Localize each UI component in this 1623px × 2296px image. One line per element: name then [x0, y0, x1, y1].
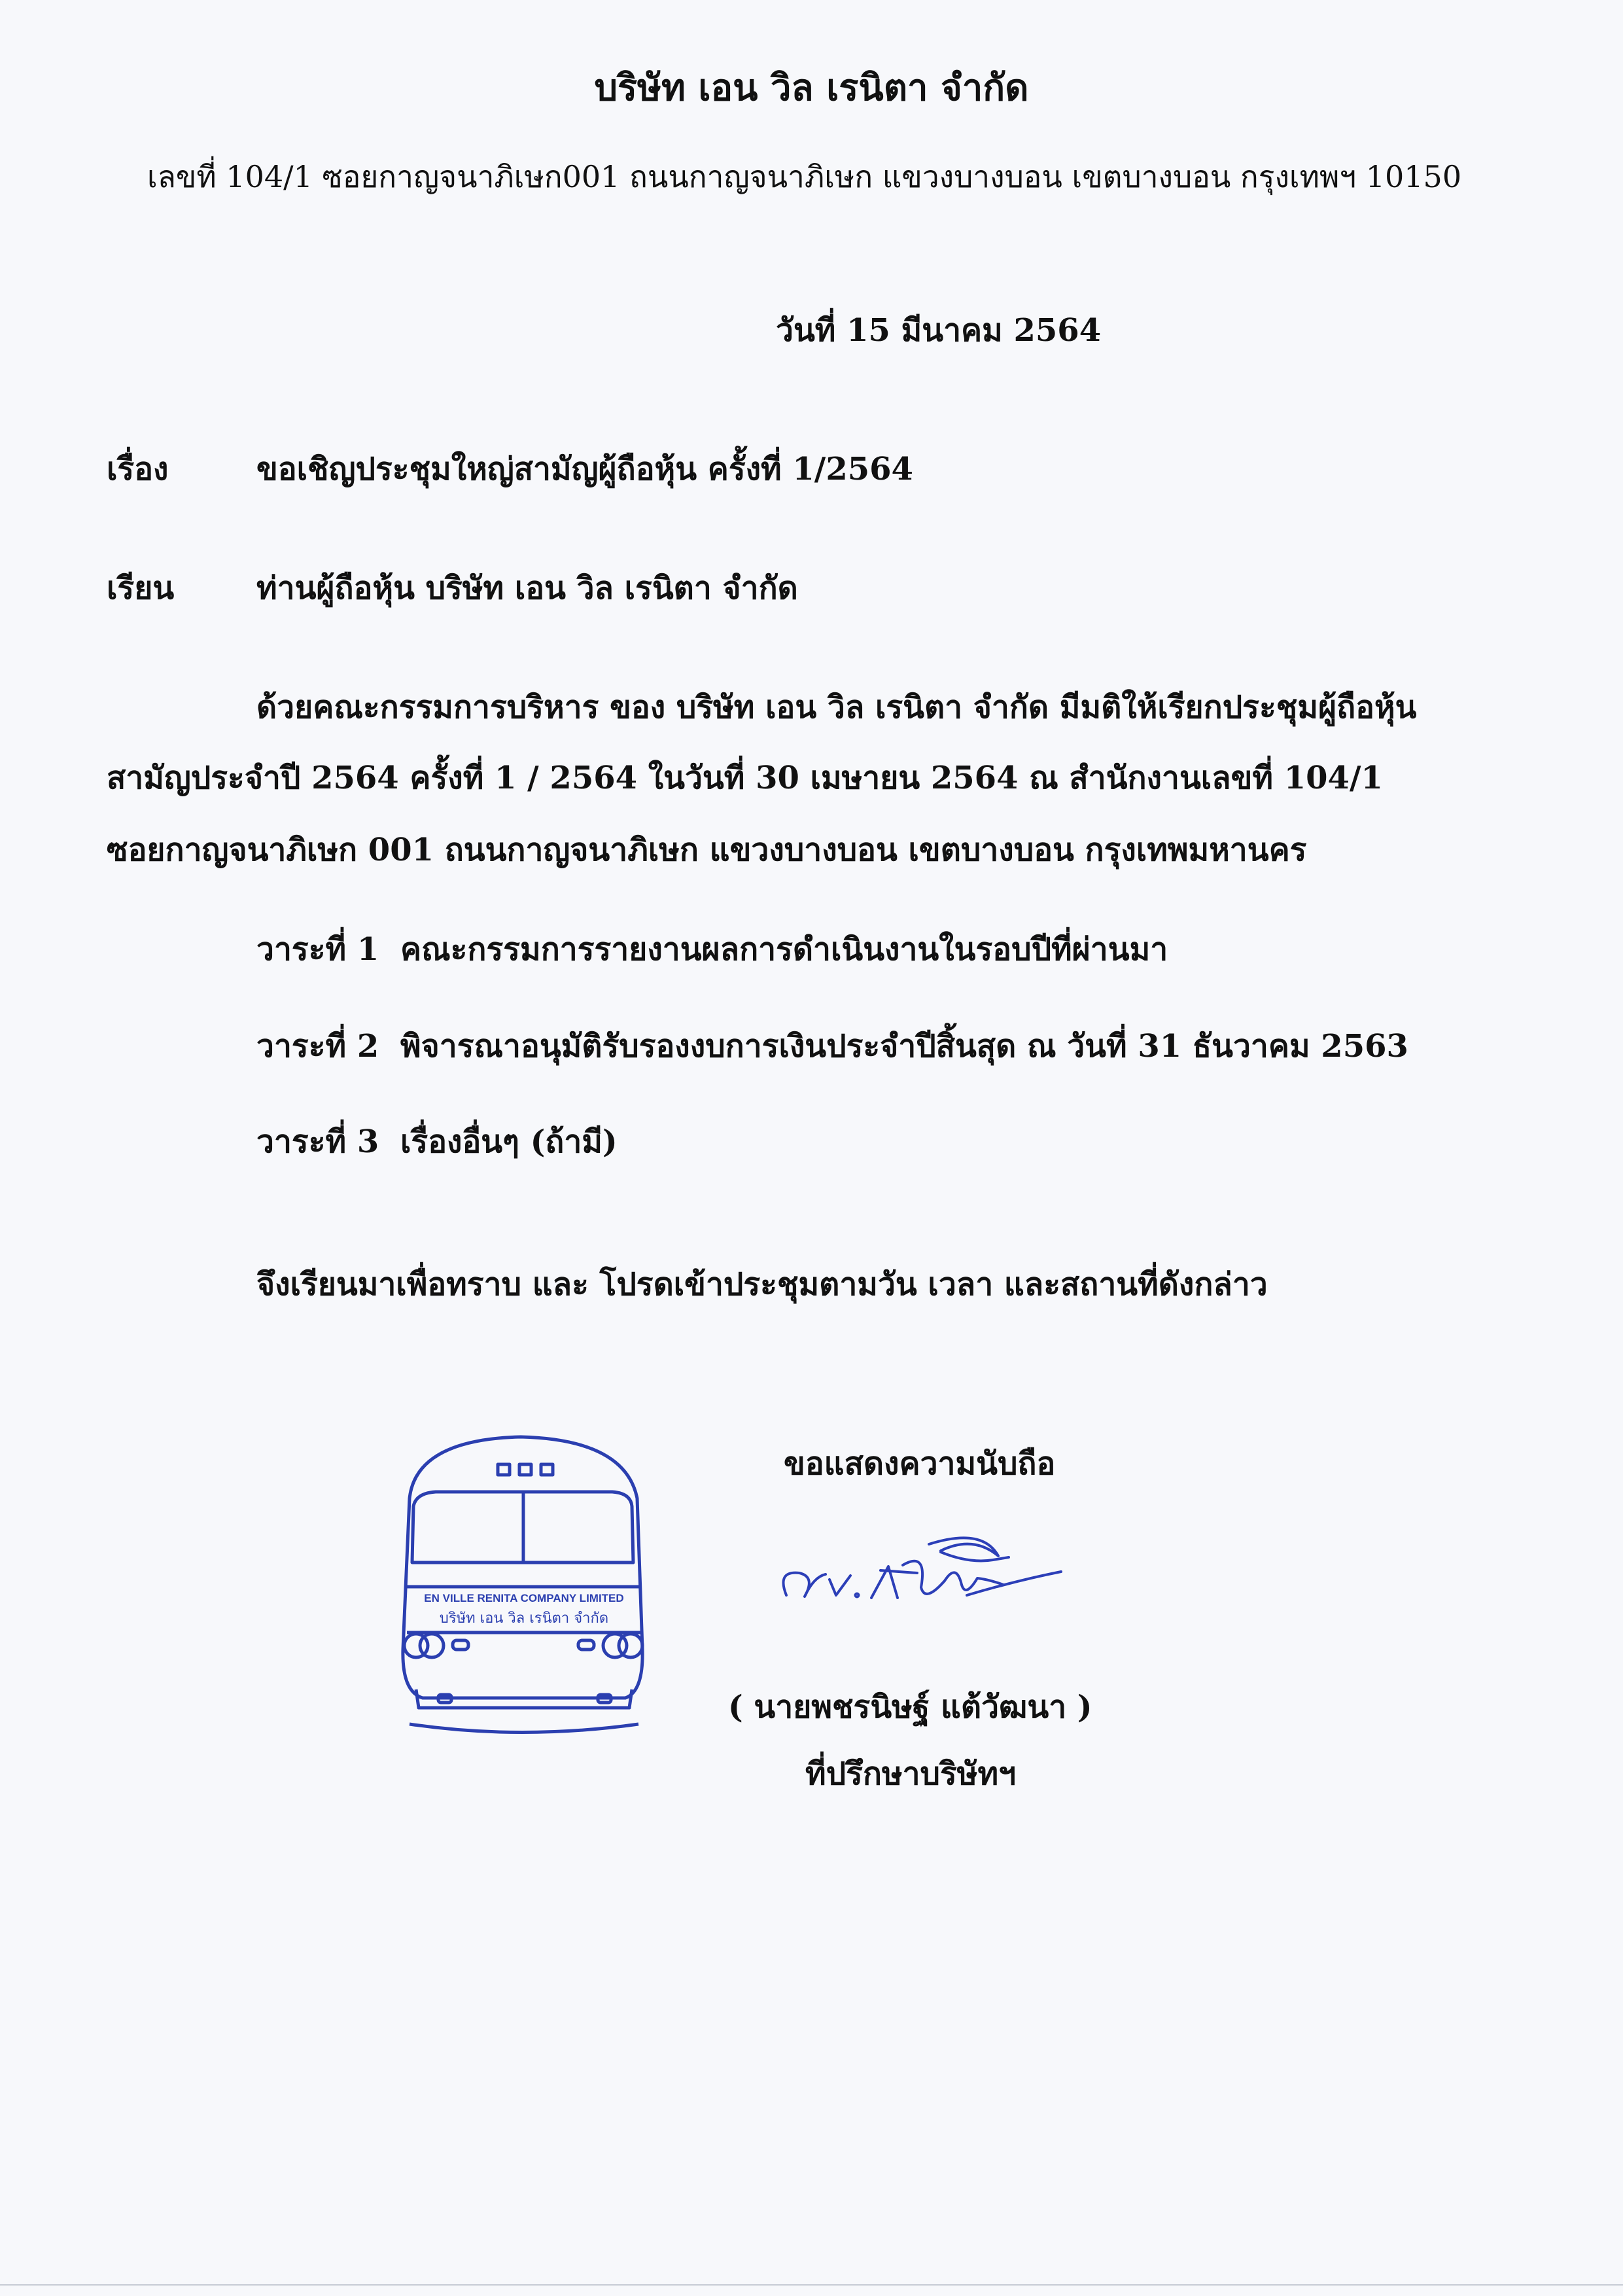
signatory-name: ( นายพชรนิษฐ์ แต้วัฒนา ) [728, 1689, 1092, 1725]
stamp-thai-name: บริษัท เอน วิล เรนิตา จำกัด [439, 1610, 609, 1627]
stamp-english-name: EN VILLE RENITA COMPANY LIMITED [424, 1592, 624, 1604]
signatory-title: ที่ปรึกษาบริษัทฯ [805, 1756, 1017, 1792]
to-text: ท่านผู้ถือหุ้น บริษัท เอน วิล เรนิตา จำกัด [256, 570, 798, 607]
agenda-3-text: เรื่องอื่นๆ (ถ้ามี) [400, 1123, 618, 1160]
agenda-3-number: วาระที่ 3 [256, 1123, 379, 1160]
scan-edge-line [0, 2284, 1623, 2286]
agenda-1-number: วาระที่ 1 [256, 931, 379, 968]
company-stamp [390, 1433, 655, 1742]
body-line-2: สามัญประจำปี 2564 ครั้งที่ 1 / 2564 ในวันที่ 30 เมษายน 2564 ณ สำนักงานเลขที่ 104/1 [107, 760, 1383, 796]
to-label: เรียน [107, 570, 175, 607]
closing-text: จึงเรียนมาเพื่อทราบ และ โปรดเข้าประชุมตามวัน เวลา และสถานที่ดังกล่าว [256, 1266, 1268, 1303]
handwritten-signature [773, 1525, 1074, 1623]
company-name: บริษัท เอน วิล เรนิตา จำกัด [594, 66, 1029, 109]
agenda-1-text: คณะกรรมการรายงานผลการดำเนินงานในรอบปีที่ผ่านมา [400, 931, 1168, 968]
subject-text: ขอเชิญประชุมใหญ่สามัญผู้ถือหุ้น ครั้งที่ 1/2564 [256, 451, 913, 487]
letter-date: วันที่ 15 มีนาคม 2564 [776, 312, 1102, 349]
body-line-3: ซอยกาญจนาภิเษก 001 ถนนกาญจนาภิเษก แขวงบางบอน เขตบางบอน กรุงเทพมหานคร [107, 832, 1307, 868]
company-address: เลขที่ 104/1 ซอยกาญจนาภิเษก001 ถนนกาญจนาภิเษก แขวงบางบอน เขตบางบอน กรุงเทพฯ 10150 [147, 159, 1462, 194]
regards-text: ขอแสดงความนับถือ [784, 1445, 1056, 1482]
agenda-2-text: พิจารณาอนุมัติรับรองงบการเงินประจำปีสิ้นสุด ณ วันที่ 31 ธันวาคม 2563 [400, 1028, 1408, 1065]
subject-label: เรื่อง [107, 451, 169, 487]
body-line-1: ด้วยคณะกรรมการบริหาร ของ บริษัท เอน วิล เรนิตา จำกัด มีมติให้เรียกประชุมผู้ถือหุ้น [256, 689, 1417, 726]
agenda-2-number: วาระที่ 2 [256, 1028, 379, 1065]
